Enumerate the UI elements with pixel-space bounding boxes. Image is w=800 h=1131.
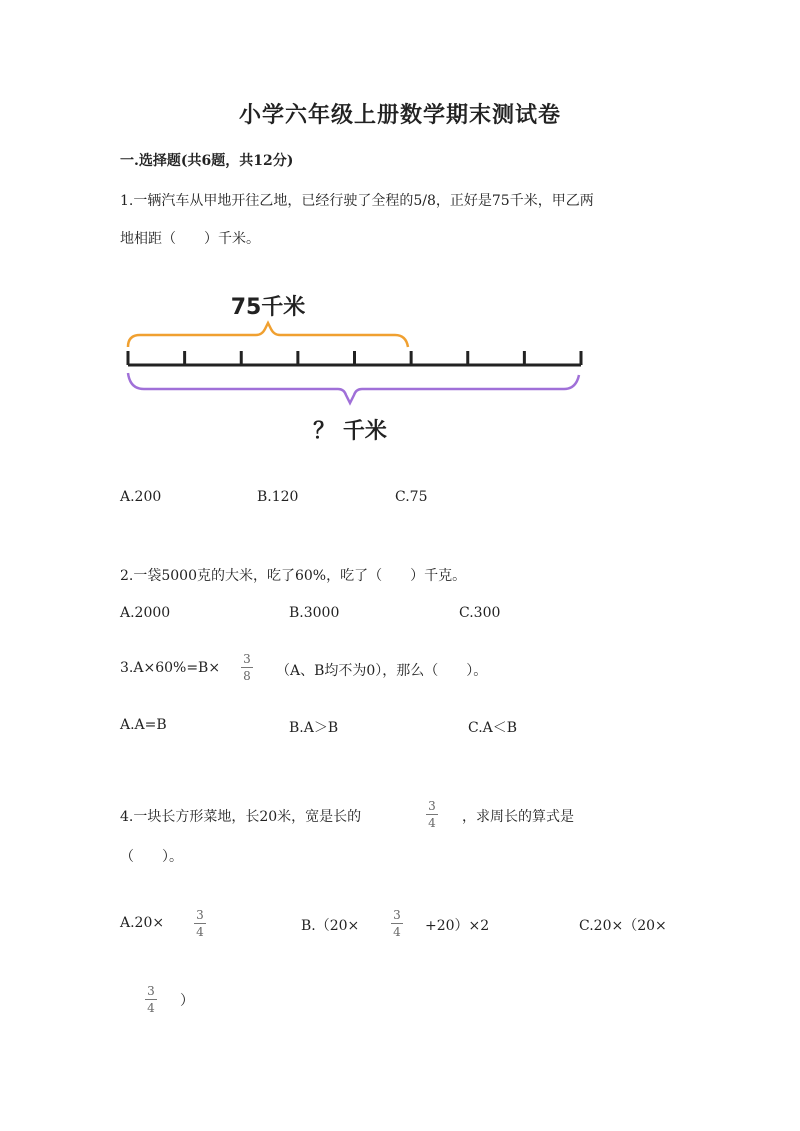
fraction-numerator: 3 (243, 652, 251, 666)
question-4-suffix: ，求周长的算式是 (462, 809, 574, 825)
question-4-line2: （ ）。 (120, 849, 183, 865)
question-1-line1: 1.一辆汽车从甲地开往乙地，已经行驶了全程的5/8，正好是75千米，甲乙两 (120, 193, 594, 209)
q4-option-b-prefix[interactable]: B.（20× (301, 918, 360, 934)
fraction-bar (194, 923, 206, 924)
q4-option-c-prefix[interactable]: C.20×（20× (579, 918, 667, 934)
q4-option-a[interactable]: A.20× (120, 915, 165, 931)
fraction-bar (391, 923, 403, 924)
fraction-bar (145, 999, 157, 1000)
diagram-ticks (128, 351, 581, 365)
fraction-denominator: 4 (393, 925, 401, 939)
fraction-denominator: 8 (243, 669, 251, 683)
fraction-numerator: 3 (393, 908, 401, 922)
q3-option-a[interactable]: A.A=B (120, 717, 167, 733)
distance-diagram (110, 285, 600, 455)
q4-fraction (426, 799, 438, 830)
diagram-top-brace (128, 323, 408, 347)
q2-option-c[interactable]: C.300 (459, 605, 501, 621)
question-3-suffix: （A、B均不为0），那么（ ）。 (276, 663, 488, 679)
fraction-bar (241, 667, 253, 668)
fraction-numerator: 3 (147, 984, 155, 998)
question-3-prefix: 3.A×60%=B× (120, 660, 221, 676)
q4-option-b-suffix: +20）×2 (425, 918, 490, 934)
q3-fraction (241, 652, 253, 683)
section-heading: 一.选择题(共6题，共12分) (120, 153, 294, 169)
q4-option-c-fraction (145, 984, 157, 1015)
q1-option-a[interactable]: A.200 (120, 489, 162, 505)
q3-option-c[interactable]: C.A＜B (468, 720, 518, 736)
fraction-denominator: 4 (428, 816, 436, 830)
fraction-numerator: 3 (428, 799, 436, 813)
q1-option-c[interactable]: C.75 (395, 489, 428, 505)
q4-option-a-fraction (194, 908, 206, 939)
diagram-top-label: 75千米 (230, 295, 306, 320)
q2-option-a[interactable]: A.2000 (120, 605, 171, 621)
question-1-line2: 地相距（ ）千米。 (120, 231, 260, 247)
fraction-denominator: 4 (147, 1001, 155, 1015)
page-title: 小学六年级上册数学期末测试卷 (238, 102, 561, 128)
diagram-bottom-brace (128, 373, 579, 403)
q3-option-b[interactable]: B.A＞B (289, 720, 339, 736)
q2-option-b[interactable]: B.3000 (289, 605, 340, 621)
fraction-bar (426, 814, 438, 815)
q1-option-b[interactable]: B.120 (257, 489, 299, 505)
fraction-numerator: 3 (196, 908, 204, 922)
fraction-denominator: 4 (196, 925, 204, 939)
q4-option-c-suffix: ） (180, 993, 194, 1009)
question-2-text: 2.一袋5000克的大米，吃了60%，吃了（ ）千克。 (120, 568, 467, 584)
diagram-bottom-label: ？ 千米 (313, 419, 387, 444)
question-4-prefix: 4.一块长方形菜地，长20米，宽是长的 (120, 809, 362, 825)
q4-option-b-fraction (391, 908, 403, 939)
